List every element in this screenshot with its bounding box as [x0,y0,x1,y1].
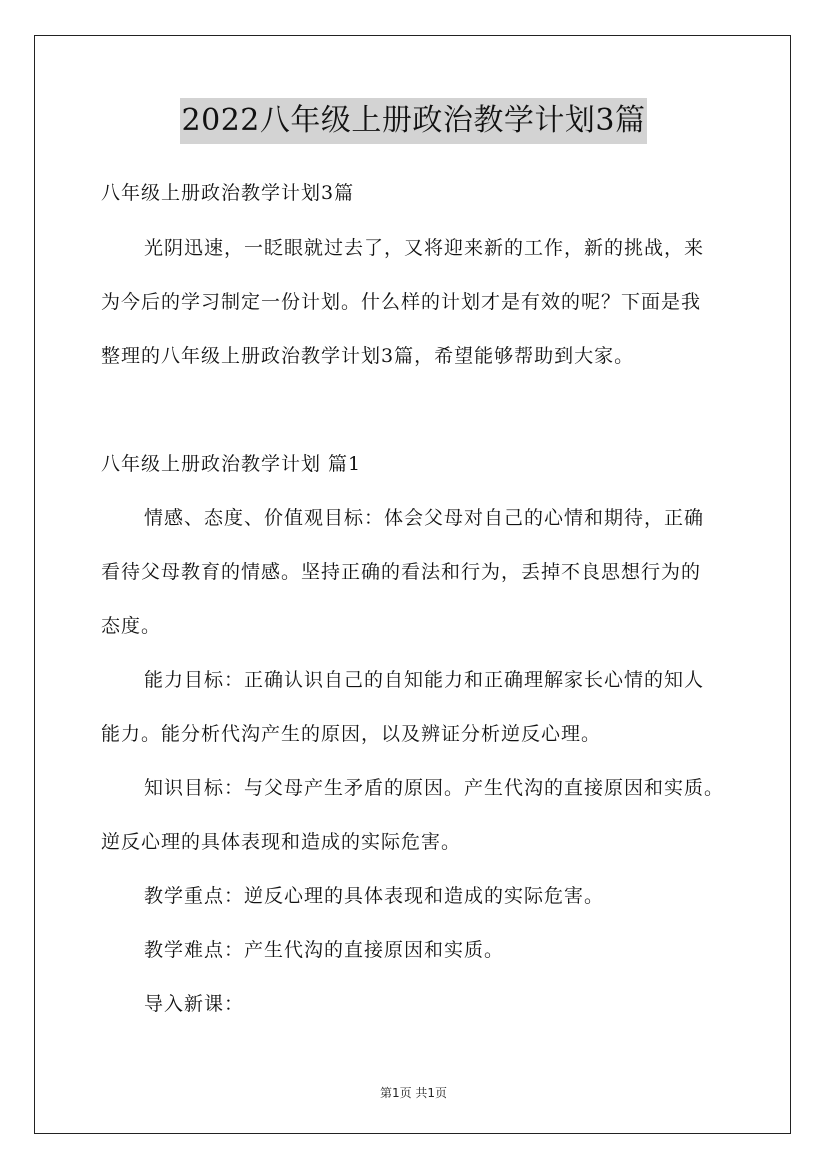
paragraph-line: 情感、态度、价值观目标：体会父母对自己的心情和期待，正确 [144,507,705,529]
paragraph-line: 能力目标：正确认识自己的自知能力和正确理解家长心情的知人 [144,669,705,691]
document-title-container [0,98,827,144]
paragraph-line: 导入新课： [144,993,245,1015]
intro-line-2: 为今后的学习制定一份计划。什么样的计划才是有效的呢？下面是我 [101,291,702,313]
paragraph-line: 知识目标：与父母产生矛盾的原因。产生代沟的直接原因和实质。 [144,777,725,799]
paragraph-line: 看待父母教育的情感。坚持正确的看法和行为，丢掉不良思想行为的 [101,561,702,583]
intro-line-3: 整理的八年级上册政治教学计划3篇，希望能够帮助到大家。 [101,345,635,367]
paragraph-line: 态度。 [101,615,162,637]
page-footer: 第1页 共1页 [379,1086,448,1100]
paragraph-line: 教学难点：产生代沟的直接原因和实质。 [144,939,505,961]
intro-line-1: 光阴迅速，一眨眼就过去了，又将迎来新的工作，新的挑战，来 [144,237,705,259]
paragraph-line: 能力。能分析代沟产生的原因，以及辨证分析逆反心理。 [101,723,602,745]
paragraph-line: 逆反心理的具体表现和造成的实际危害。 [101,831,462,853]
document-title: 2022八年级上册政治教学计划3篇 [180,98,648,144]
section-heading: 八年级上册政治教学计划 篇1 [101,453,362,475]
paragraph-line: 教学重点：逆反心理的具体表现和造成的实际危害。 [144,885,605,907]
document-subtitle: 八年级上册政治教学计划3篇 [101,182,355,204]
